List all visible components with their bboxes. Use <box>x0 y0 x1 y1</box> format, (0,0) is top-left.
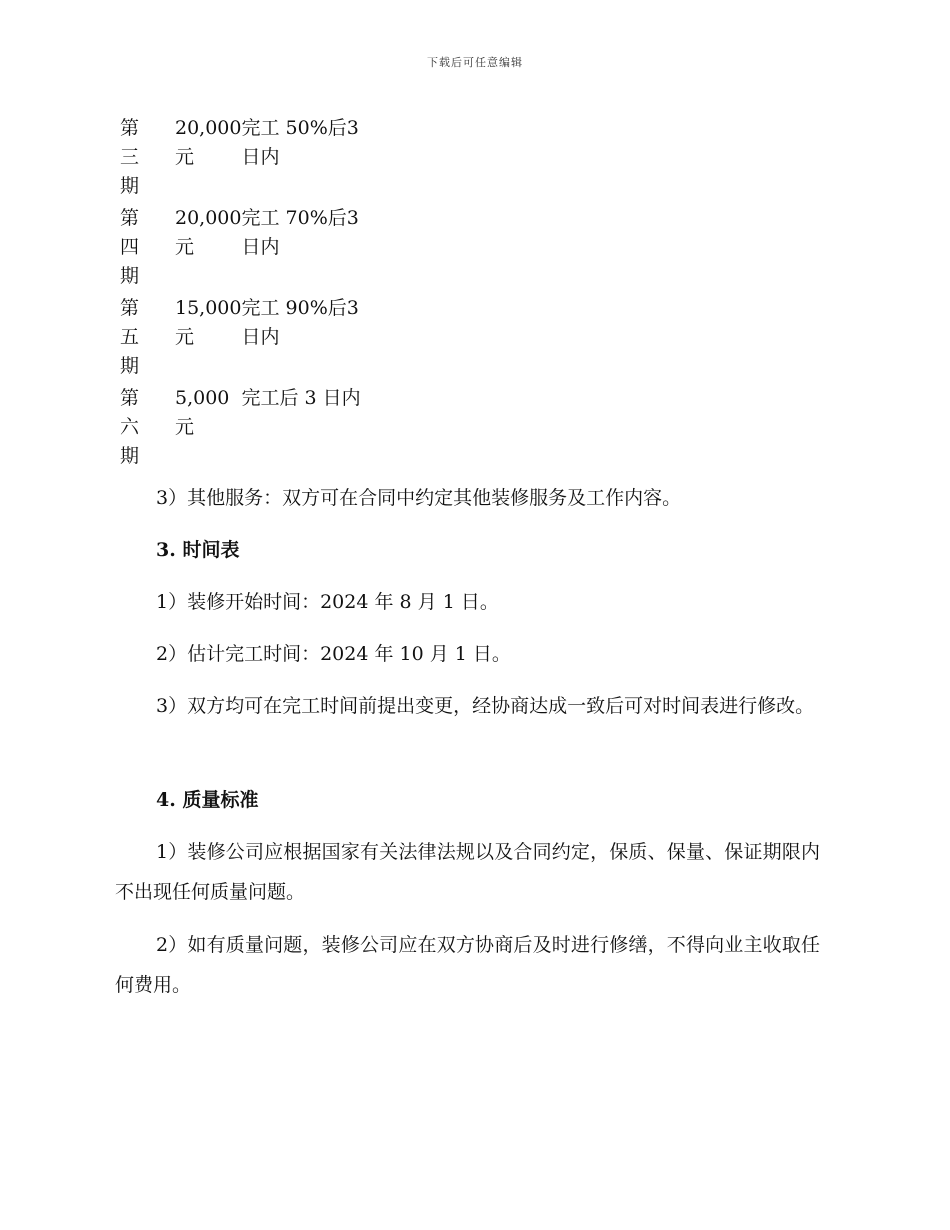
section3-title: 3. 时间表 <box>156 539 240 561</box>
timing-cell: 完工 50%后3 日内 <box>241 117 359 168</box>
section4-title: 4. 质量标准 <box>156 789 259 811</box>
table-row <box>120 114 361 204</box>
quality-standard-paragraph: 1）装修公司应根据国家有关法律法规以及合同约定，保质、保量、保证期限内不出现任何质量问题。 <box>115 841 820 903</box>
end-date-paragraph: 2）估计完工时间：2024 年 10 月 1 日。 <box>156 643 511 665</box>
timing-cell: 完工 90%后3 日内 <box>241 297 359 348</box>
schedule-change-paragraph: 3）双方均可在完工时间前提出变更，经协商达成一致后可对时间表进行修改。 <box>156 695 815 717</box>
timing-cell: 完工后 3 日内 <box>241 387 361 409</box>
table-row <box>120 204 361 294</box>
start-date-paragraph: 1）装修开始时间：2024 年 8 月 1 日。 <box>156 591 499 613</box>
quality-repair-paragraph: 2）如有质量问题，装修公司应在双方协商后及时进行修缮，不得向业主收取任何费用。 <box>115 934 820 996</box>
phase-cell: 第四期 <box>120 207 140 287</box>
table-row <box>120 294 361 384</box>
payment-schedule-table <box>120 114 361 474</box>
other-services-paragraph: 3）其他服务：双方可在合同中约定其他装修服务及工作内容。 <box>156 487 682 509</box>
amount-cell: 20,000元 <box>175 207 242 258</box>
timing-cell: 完工 70%后3 日内 <box>241 207 359 258</box>
page-header: 下载后可任意编辑 <box>427 56 523 69</box>
amount-cell: 15,000元 <box>175 297 242 348</box>
phase-cell: 第三期 <box>120 117 140 197</box>
amount-cell: 5,000元 <box>175 387 230 438</box>
amount-cell: 20,000元 <box>175 117 242 168</box>
phase-cell: 第五期 <box>120 297 140 377</box>
phase-cell: 第六期 <box>120 387 140 467</box>
table-row <box>120 384 361 474</box>
